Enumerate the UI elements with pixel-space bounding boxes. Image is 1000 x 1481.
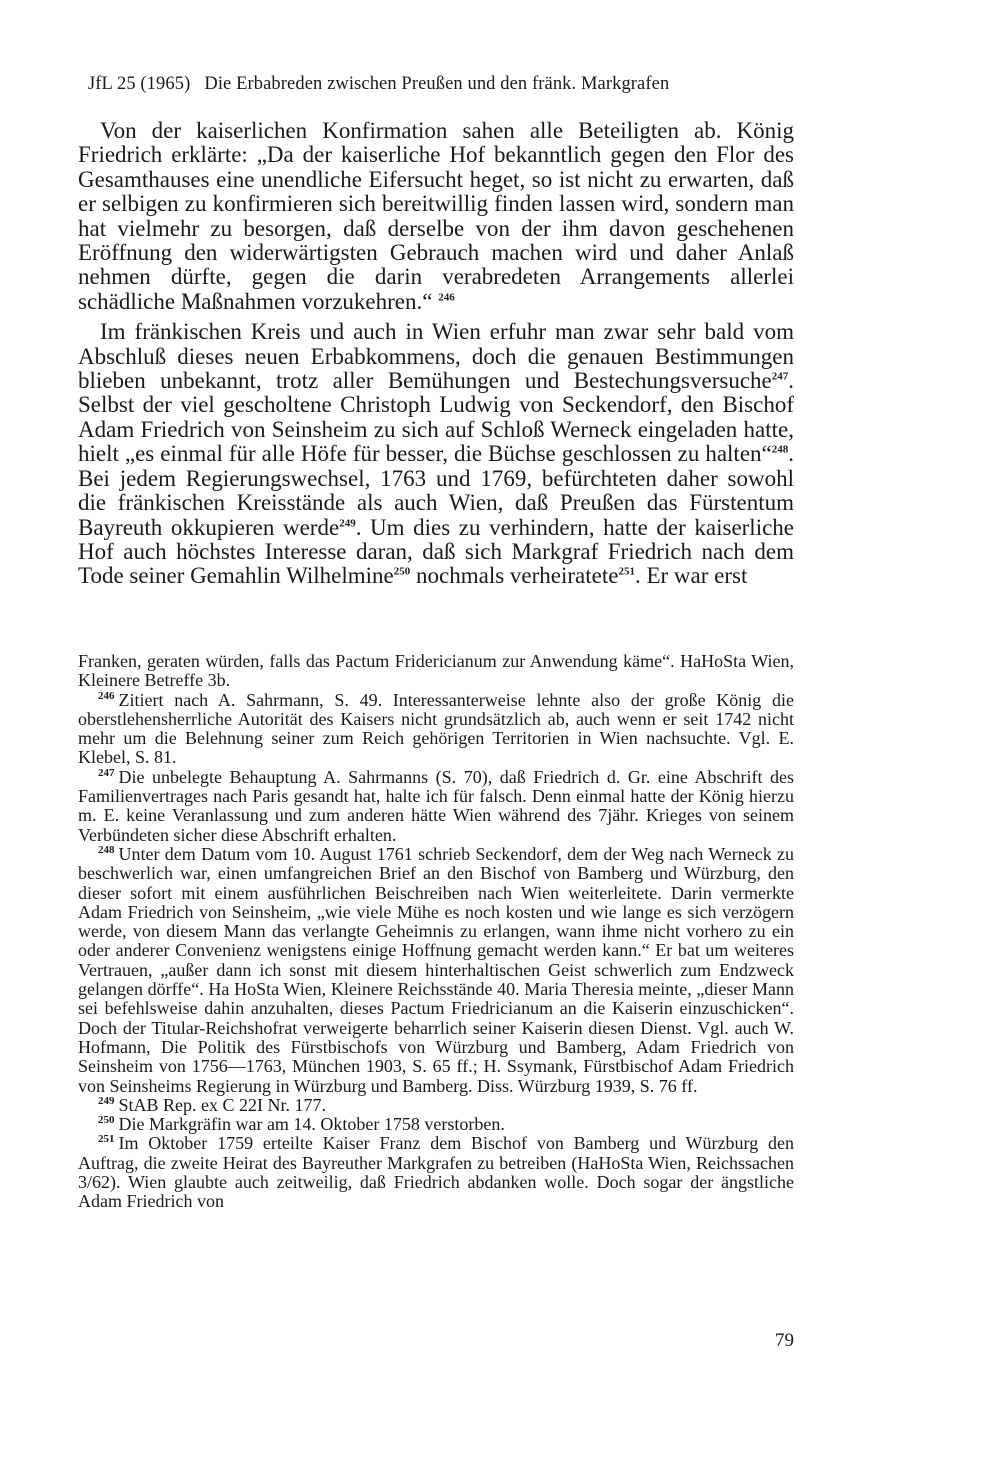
footnote-247 <box>78 768 794 845</box>
footnote-ref-249: 249 <box>339 516 356 529</box>
paragraph-1 <box>78 119 794 314</box>
footnote-250 <box>78 1115 794 1134</box>
footnote-number: 248 <box>98 843 115 856</box>
page-number: 79 <box>775 1330 794 1351</box>
footnote-248 <box>78 845 794 1096</box>
paragraph-2-text-f: . Er war erst <box>634 563 748 589</box>
footnote-number: 246 <box>98 689 115 702</box>
running-title: Die Erbabreden zwischen Preußen und den fränk. Markgrafen <box>204 74 670 94</box>
footnote-text: Im Oktober 1759 erteilte Kaiser Franz dem Bischof von Bamberg und Würzburg den Auftrag, die zweite Heirat des Bayreuther Markgrafen zu betreiben (HaHoSta Wien, Reichssachen 3/62). Wien glaubte auch zeitweilig, daß Friedrich abdanken wolle. Doch sogar der ängstliche Adam Friedrich von <box>78 1133 794 1212</box>
footnote-text: Die unbelegte Behauptung A. Sahrmanns (S. 70), daß Friedrich d. Gr. eine Abschrift des Familienvertrages nach Paris gesandt hat, halte ich für falsch. Denn einmal hatte der König hierzu m. E. keine Veranlassung und zum anderen hätte Wien während des 7jähr. Krieges von seinem Verbündeten sicher diese Abschrift erhalten. <box>78 766 794 845</box>
footnote-number: 250 <box>98 1114 115 1127</box>
footnote-ref-247: 247 <box>771 370 789 383</box>
footnote-number: 247 <box>98 766 115 779</box>
footnote-number: 249 <box>98 1094 115 1107</box>
footnote-text: Unter dem Datum vom 10. August 1761 schrieb Seckendorf, dem der Weg nach Werneck zu beschwerlich war, einen umfangreichen Brief an den Bischof von Bamberg und Würzburg, den dieser sofort mit einem ausführlichen Beischreiben nach Wien weiterleitete. Darin vermerkte Adam Friedrich von Seinsheim, „wie viele Mühe es noch kosten und wie lange es sich verzögern werde, von diesem Mann das verlangte Geheimnis zu erlangen, wann ihme nicht vorhero zu ein oder anderer Convenienz wenigstens einige Hoffnung gemacht werden kann.“ Er bat um weiteres Vertrauen, „außer dann ich sonst mit diesem hinterhaltischen Geist schwerlich zum Endzweck gelangen dörffe“. Ha HoSta Wien, Kleinere Reichsstände 40. Maria Theresia meinte, „dieser Mann sei befehlsweise dahin anzuhalten, dieses Pactum Friedricianum an die Kaiserin einzuschicken“. Doch der Titular-Reichshofrat verweigerte beharrlich seiner Kaiserin diesen Dienst. Vgl. auch W. Hofmann, Die Politik des Fürstbischofs von Würzburg und Bamberg, Adam Friedrich von Seinsheim von 1756—1763, München 1903, S. 65 ff.; H. Ssymank, Fürstbischof Adam Friedrich von Seinsheims Regierung in Würzburg und Bamberg. Diss. Würzburg 1939, S. 76 ff. <box>78 843 794 1096</box>
running-head <box>88 74 788 95</box>
paragraph-2-text-e: nochmals verheiratete <box>410 563 619 589</box>
footnotes <box>78 652 794 1212</box>
main-text <box>78 119 794 595</box>
paragraph-2-text-b: . Selbst der viel gescholtene Christoph Ludwig von Seckendorf, den Bischof Adam Friedrich von Seinsheim zu sich auf Schloß Werneck eingeladen hatte, hielt „es einmal für alle Höfe für besser, die Büchse geschlossen zu halten“ <box>78 368 794 467</box>
footnote-ref-248: 248 <box>771 443 789 456</box>
footnote-number: 251 <box>98 1133 115 1146</box>
journal-reference: JfL 25 (1965) <box>88 74 191 94</box>
footnote-continuation: Franken, geraten würden, falls das Pactum Fridericianum zur Anwendung käme“. HaHoSta Wien, Kleinere Betreffe 3b. <box>78 651 794 691</box>
paragraph-2 <box>78 320 794 588</box>
footnote-251 <box>78 1134 794 1211</box>
paragraph-2-text-a: Im fränkischen Kreis und auch in Wien erfuhr man zwar sehr bald vom Abschluß dieses neuen Erbabkommens, doch die genauen Bestimmungen blieben unbekannt, trotz aller Bemühungen und Bestechungsversuche <box>78 319 794 394</box>
paragraph-2-text-d: . Um dies zu verhindern, hatte der kaiserliche Hof auch höchstes Interesse daran, daß sich Markgraf Friedrich nach dem Tode seiner Gemahlin Wilhelmine <box>78 514 795 589</box>
paragraph-2-text-c: . Bei jedem Regierungswechsel, 1763 und 1769, befürchteten daher sowohl die fränkischen Kreisstände als auch Wien, daß Preußen das Fürstentum Bayreuth okkupieren werde <box>78 441 794 540</box>
footnote-text: Zitiert nach A. Sahrmann, S. 49. Interessanterweise lehnte also der große König die oberstlehensherrliche Autorität des Kaisers nicht grundsätzlich ab, auch wenn er seit 1742 nicht mehr um die Belehnung seiner zum Reich gehörigen Territorien in Wien nachsuchte. Vgl. E. Klebel, S. 81. <box>78 689 794 768</box>
footnote-246 <box>78 691 794 768</box>
paragraph-1-text: Von der kaiserlichen Konfirmation sahen alle Beteiligten ab. König Friedrich erklärte: „Da der kaiserliche Hof bekanntlich gegen den Flor des Gesamthauses eine unendliche Eifersucht heget, so ist nicht zu erwarten, daß er selbigen zu konfirmieren sich bereitwillig finden lassen wird, sondern man hat vielmehr zu besorgen, daß derselbe von der ihm davon geschehenen Eröffnung den widerwärtigsten Gebrauch machen wird und daher Anlaß nehmen dürfte, gegen die darin verabredeten Arrangements allerlei schädliche Maßnahmen vorzukehren.“ <box>78 118 794 314</box>
footnote-ref-246: 246 <box>438 291 455 304</box>
footnote-249 <box>78 1096 794 1115</box>
footnote-text: StAB Rep. ex C 22I Nr. 177. <box>118 1094 327 1115</box>
footnote-ref-251: 251 <box>618 565 635 578</box>
footnote-text: Die Markgräfin war am 14. Oktober 1758 verstorben. <box>118 1114 505 1135</box>
footnote-ref-250: 250 <box>393 565 411 578</box>
